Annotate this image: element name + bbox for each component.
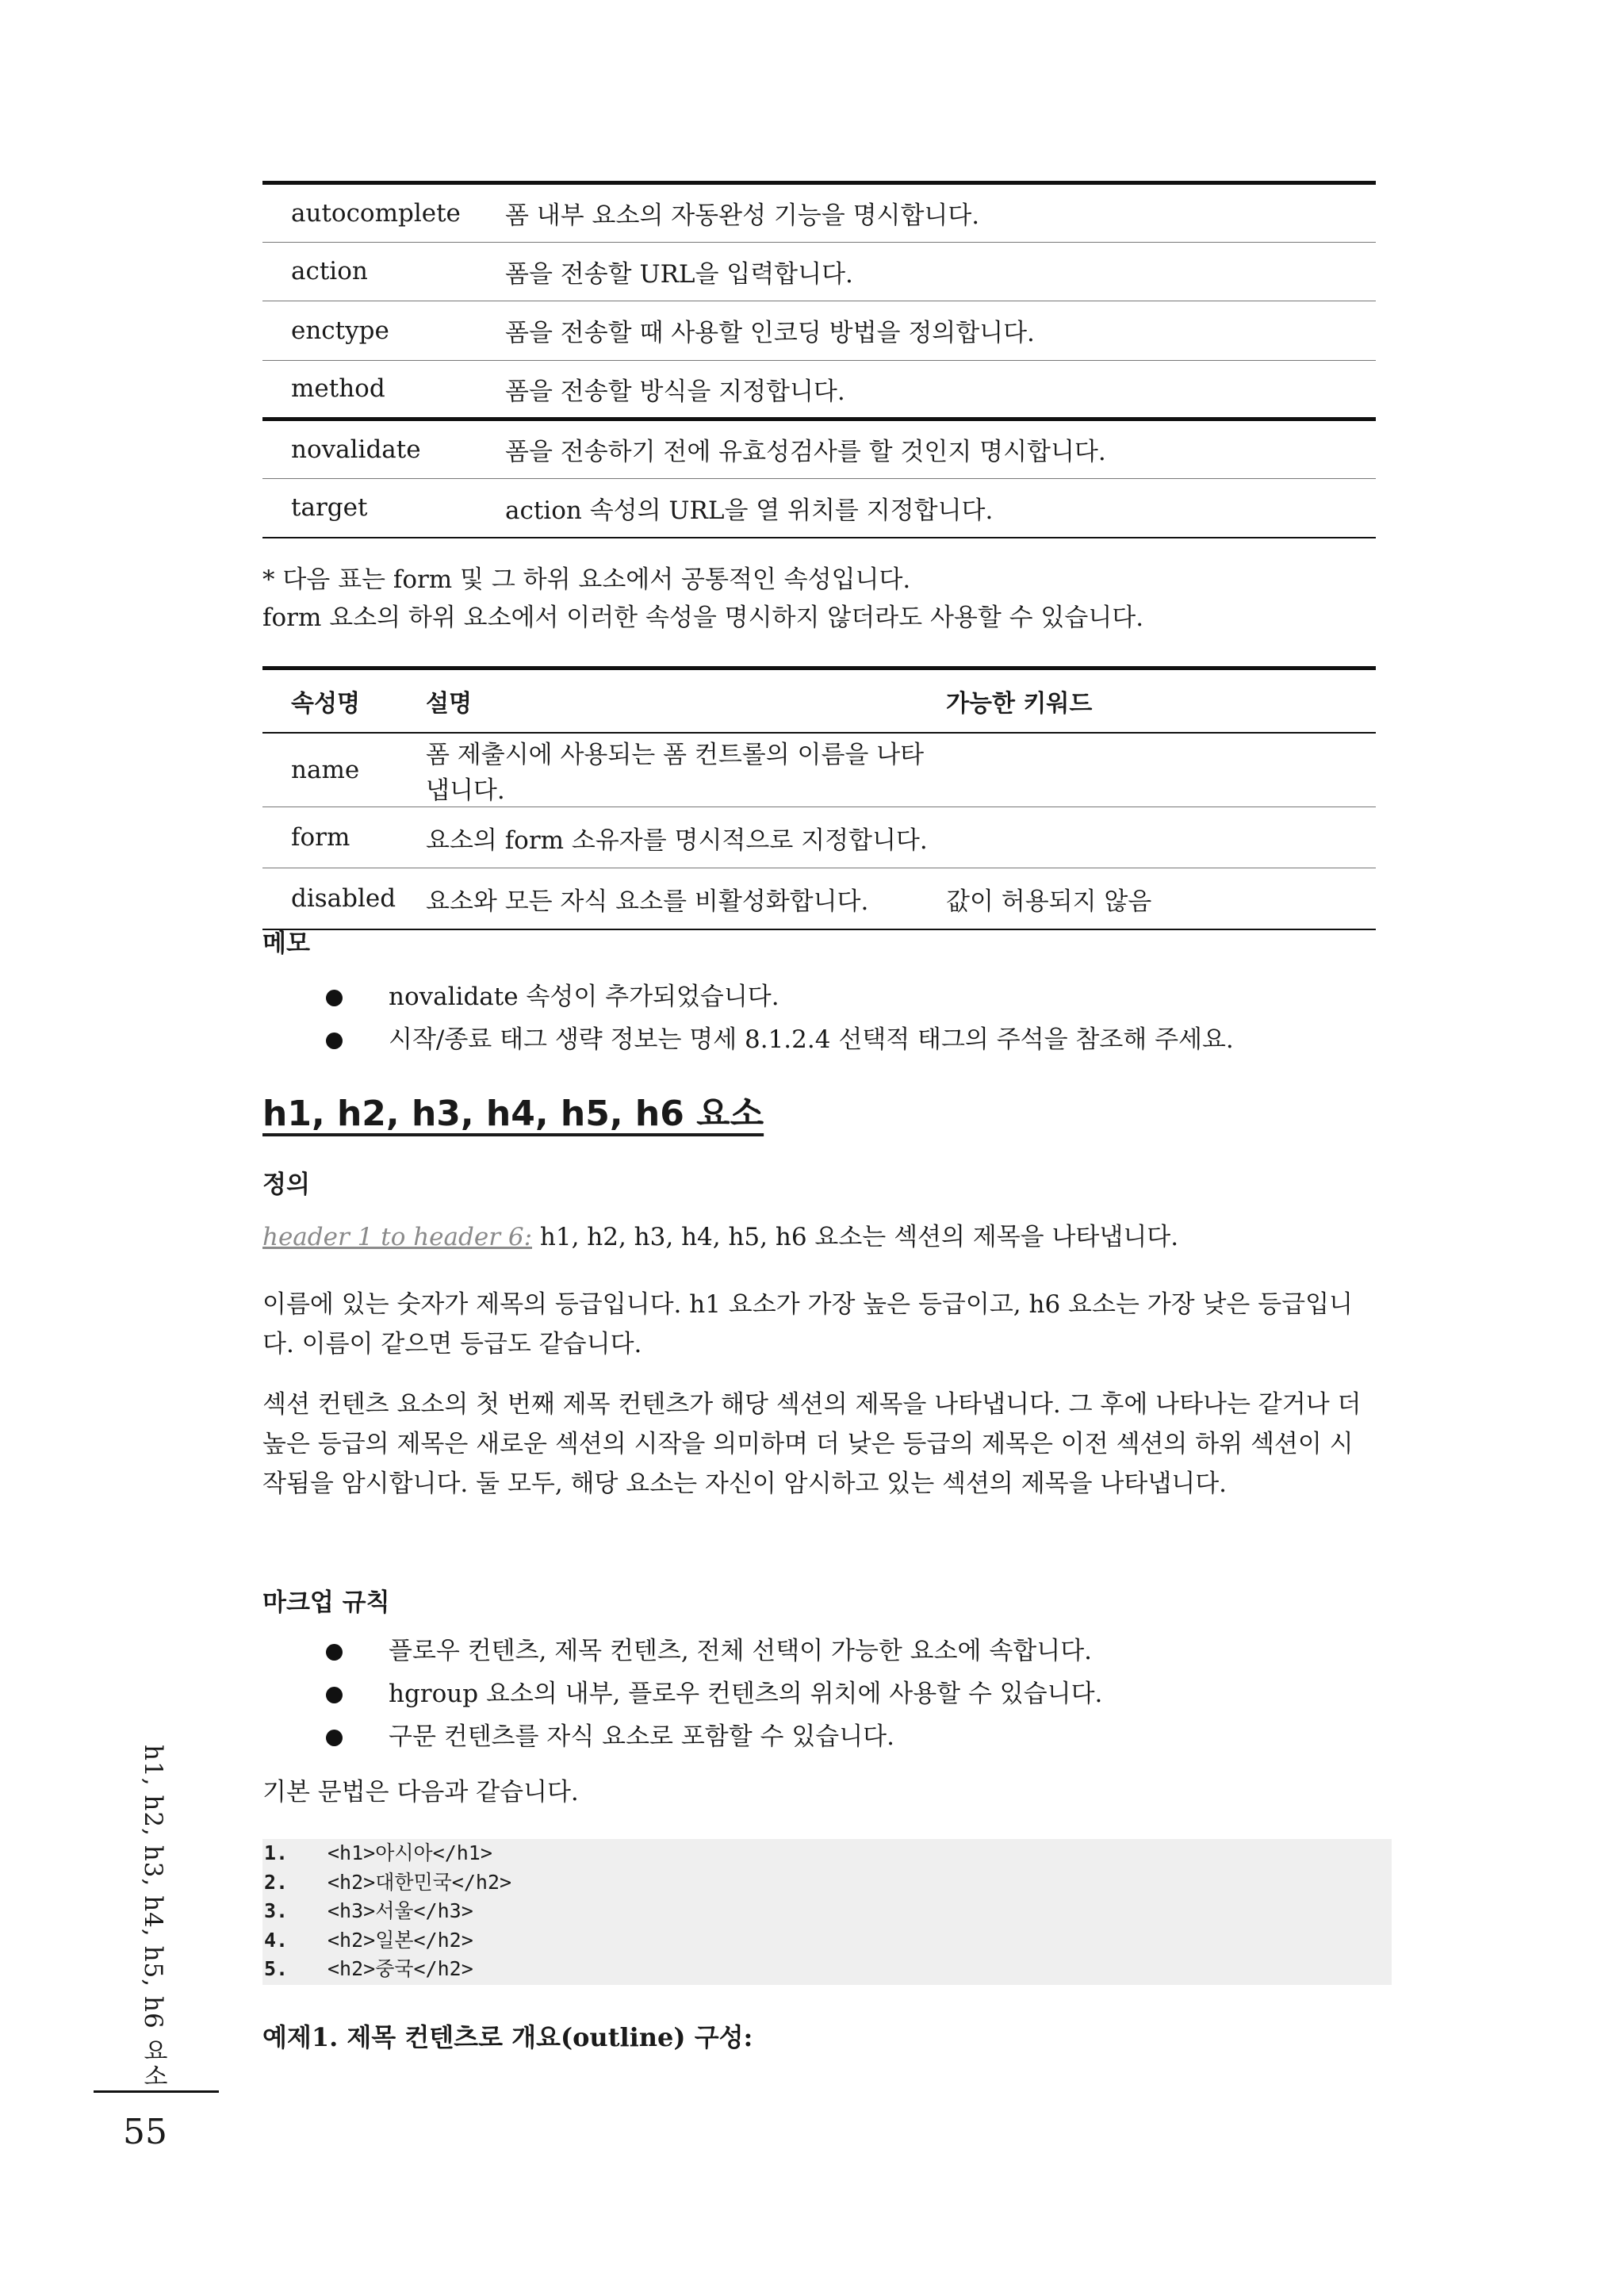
code-line	[262, 1955, 1392, 1984]
column-header: 설명	[425, 669, 945, 734]
list-item	[333, 975, 1234, 1018]
table-row	[262, 733, 1376, 807]
form-attributes-table	[262, 181, 1376, 538]
table-row	[262, 420, 1376, 479]
code-line	[262, 1839, 1392, 1868]
attribute-description: 요소와 모든 자식 요소를 비활성화합니다.	[425, 868, 945, 930]
list-item-text: 플로우 컨텐츠, 제목 컨텐츠, 전체 선택이 가능한 요소에 속합니다.	[389, 1637, 1092, 1665]
list-item-text: novalidate 속성이 추가되었습니다.	[389, 983, 779, 1011]
table-row	[262, 360, 1376, 420]
table-row	[262, 301, 1376, 361]
list-item-text: 시작/종료 태그 생략 정보는 명세 8.1.2.4 선택적 태그의 주석을 참조해 주세요.	[389, 1025, 1234, 1054]
attribute-name: disabled	[262, 868, 425, 930]
attribute-name: name	[262, 733, 425, 807]
code-line	[262, 1897, 1392, 1926]
example-title: 예제1. 제목 컨텐츠로 개요(outline) 구성:	[262, 2022, 753, 2052]
table-note-line: * 다음 표는 form 및 그 하위 요소에서 공통적인 속성입니다.	[262, 565, 911, 594]
line-number: 4.	[264, 1928, 289, 1952]
table-row	[262, 478, 1376, 538]
list-item-text: 구문 컨텐츠를 자식 요소로 포함할 수 있습니다.	[389, 1722, 894, 1751]
attribute-description: action 속성의 URL을 열 위치를 지정합니다.	[505, 496, 994, 525]
attribute-description: 폼 내부 요소의 자동완성 기능을 명시합니다.	[505, 201, 980, 231]
markup-rules-title: 마크업 규칙	[262, 1588, 390, 1617]
line-number: 2.	[264, 1870, 289, 1894]
page-number: 55	[123, 2112, 167, 2152]
line-number: 5.	[264, 1957, 289, 1980]
common-attributes-table	[262, 666, 1376, 930]
definition-reference-link[interactable]: header 1 to header 6:	[262, 1223, 533, 1251]
line-number: 1.	[264, 1841, 289, 1864]
definition-paragraph	[262, 1217, 1377, 1257]
column-header: 속성명	[262, 669, 425, 734]
table-row	[262, 807, 1376, 868]
attribute-name: method	[291, 374, 385, 404]
table-row	[262, 242, 1376, 301]
line-number: 3.	[264, 1899, 289, 1922]
code-text: <h2>일본</h2>	[327, 1928, 473, 1952]
table-note-line: form 요소의 하위 요소에서 이러한 속성을 명시하지 않더라도 사용할 수 있습니다.	[262, 603, 1144, 632]
syntax-intro: 기본 문법은 다음과 같습니다.	[262, 1778, 579, 1806]
attribute-name: enctype	[291, 316, 389, 345]
code-line	[262, 1926, 1392, 1956]
list-item	[333, 1018, 1234, 1061]
paragraph: 섹션 컨텐츠 요소의 첫 번째 제목 컨텐츠가 해당 섹션의 제목을 나타냅니다. 그 후에 나타나는 같거나 더 높은 등급의 제목은 새로운 섹션의 시작을 의미하며 더 낮은 등급의 제목은 이전 섹션의 하위 섹션이 시작됨을 암시합니다. 둘 모두, 해당 요소는 자신이 암시하고 있는 섹션의 제목을 나타냅니다.	[262, 1390, 1362, 1498]
code-block	[262, 1839, 1392, 1985]
attribute-description: 폼을 전송할 때 사용할 인코딩 방법을 정의합니다.	[505, 319, 1035, 348]
markup-rules-list	[333, 1630, 1102, 1758]
column-header: 가능한 키워드	[945, 669, 1376, 734]
table-row	[262, 868, 1376, 930]
code-line	[262, 1868, 1392, 1898]
attribute-name: novalidate	[291, 435, 421, 464]
code-text: <h2>중국</h2>	[327, 1957, 473, 1980]
attribute-description: 요소의 form 소유자를 명시적으로 지정합니다.	[425, 807, 945, 868]
code-text: <h2>대한민국</h2>	[327, 1870, 512, 1894]
paragraph: 이름에 있는 숫자가 제목의 등급입니다. h1 요소가 가장 높은 등급이고, h6 요소는 가장 낮은 등급입니다. 이름이 같으면 등급도 같습니다.	[262, 1290, 1353, 1358]
definition-text: h1, h2, h3, h4, h5, h6 요소는 섹션의 제목을 나타냅니다.	[532, 1223, 1179, 1251]
table-row	[262, 183, 1376, 243]
attribute-keywords	[945, 733, 1376, 807]
memo-list	[333, 975, 1234, 1061]
attribute-description: 폼을 전송하기 전에 유효성검사를 할 것인지 명시합니다.	[505, 438, 1106, 467]
attribute-name: form	[262, 807, 425, 868]
attribute-name: target	[291, 493, 368, 522]
list-item	[333, 1630, 1102, 1672]
margin-divider	[94, 2090, 219, 2093]
list-item	[333, 1672, 1102, 1715]
memo-title: 메모	[262, 929, 310, 958]
attribute-description: 폼 제출시에 사용되는 폼 컨트롤의 이름을 나타냅니다.	[425, 733, 945, 807]
section-heading: h1, h2, h3, h4, h5, h6 요소	[262, 1094, 764, 1134]
attribute-name: autocomplete	[291, 198, 461, 228]
list-item-text: hgroup 요소의 내부, 플로우 컨텐츠의 위치에 사용할 수 있습니다.	[389, 1680, 1103, 1708]
attribute-keywords	[945, 807, 1376, 868]
attribute-description: 폼을 전송할 방식을 지정합니다.	[505, 377, 845, 406]
running-header-label: h1, h2, h3, h4, h5, h6 요소	[139, 1745, 167, 2089]
code-text: <h3>서울</h3>	[327, 1899, 473, 1922]
definition-title: 정의	[262, 1170, 310, 1199]
attribute-name: action	[291, 257, 368, 286]
table-header-row	[262, 669, 1376, 734]
list-item	[333, 1715, 1102, 1758]
attribute-description: 폼을 전송할 URL을 입력합니다.	[505, 259, 853, 289]
attribute-keywords: 값이 허용되지 않음	[945, 868, 1376, 930]
code-text: <h1>아시아</h1>	[327, 1841, 492, 1864]
